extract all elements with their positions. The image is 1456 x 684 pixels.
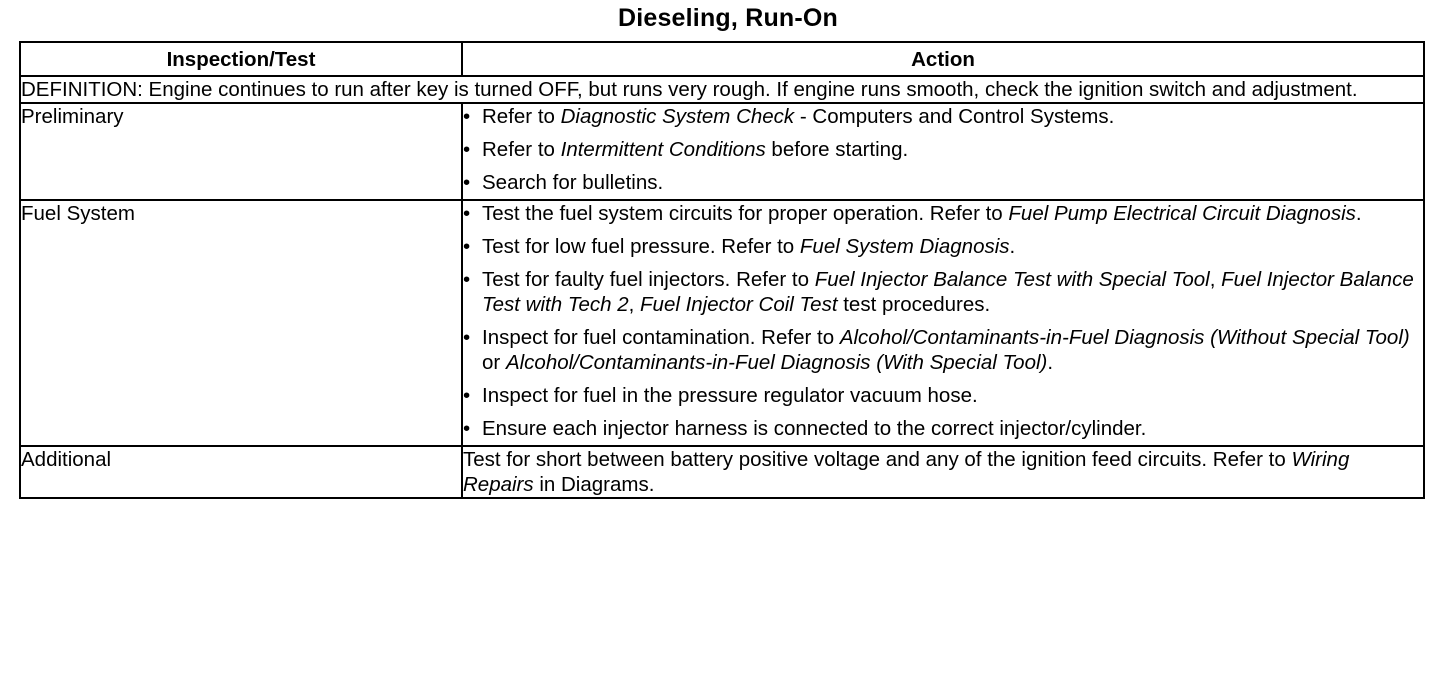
action-cell-additional: Test for short between battery positive voltage and any of the ignition feed circuits. Refer to Wiring Repairs in Diagrams. [462, 446, 1424, 498]
bullet-icon: • [463, 384, 471, 407]
row-label-preliminary: Preliminary [20, 103, 462, 200]
bullet-icon: • [463, 268, 471, 291]
table-row-additional [20, 446, 1424, 498]
bullet-icon: • [463, 171, 471, 194]
action-cell-preliminary [462, 103, 1424, 200]
row-label-fuel-system: Fuel System [20, 200, 462, 446]
bullet-icon: • [463, 326, 471, 349]
row-label-additional: Additional [20, 446, 462, 498]
header-action: Action [462, 42, 1424, 76]
definition-text: DEFINITION: Engine continues to run after key is turned OFF, but runs very rough. If engine runs smooth, check the ignition switch and adjustment. [20, 76, 1424, 103]
page-title: Dieseling, Run-On [617, 4, 839, 32]
bullet-icon: • [463, 235, 471, 258]
bullet-icon: • [463, 138, 471, 161]
bullet-icon: • [463, 417, 471, 440]
diagnostic-table [19, 41, 1425, 499]
bullet-list-preliminary [463, 104, 1423, 195]
bullet-list-fuel-system [463, 201, 1423, 441]
list-item: • Test for low fuel pressure. Refer to Fuel System Diagnosis. [463, 235, 1016, 258]
bullet-icon: • [463, 105, 471, 128]
header-row [20, 42, 1424, 76]
action-cell-fuel-system [462, 200, 1424, 446]
header-inspection-test: Inspection/Test [20, 42, 462, 76]
table-row-fuel-system [20, 200, 1424, 446]
table-row-preliminary [20, 103, 1424, 200]
list-item: • Refer to Diagnostic System Check - Computers and Control Systems. [463, 105, 1115, 128]
list-item: • Search for bulletins. [463, 171, 664, 194]
bullet-icon: • [463, 202, 471, 225]
definition-row [20, 76, 1424, 103]
list-item: • Ensure each injector harness is connected to the correct injector/cylinder. [463, 417, 1147, 440]
list-item: • Refer to Intermittent Conditions before starting. [463, 138, 909, 161]
list-item: • Inspect for fuel in the pressure regulator vacuum hose. [463, 384, 978, 407]
list-item: • Test for faulty fuel injectors. Refer to Fuel Injector Balance Test with Special Tool, Fuel Injector Balance Test with Tech 2, Fuel Injector Coil Test test procedures. [463, 268, 1414, 316]
list-item: • Test the fuel system circuits for proper operation. Refer to Fuel Pump Electrical Circuit Diagnosis. [463, 202, 1362, 225]
list-item: • Inspect for fuel contamination. Refer to Alcohol/Contaminants-in-Fuel Diagnosis (Without Special Tool) or Alcohol/Contaminants-in-Fuel Diagnosis (With Special Tool). [463, 326, 1410, 374]
